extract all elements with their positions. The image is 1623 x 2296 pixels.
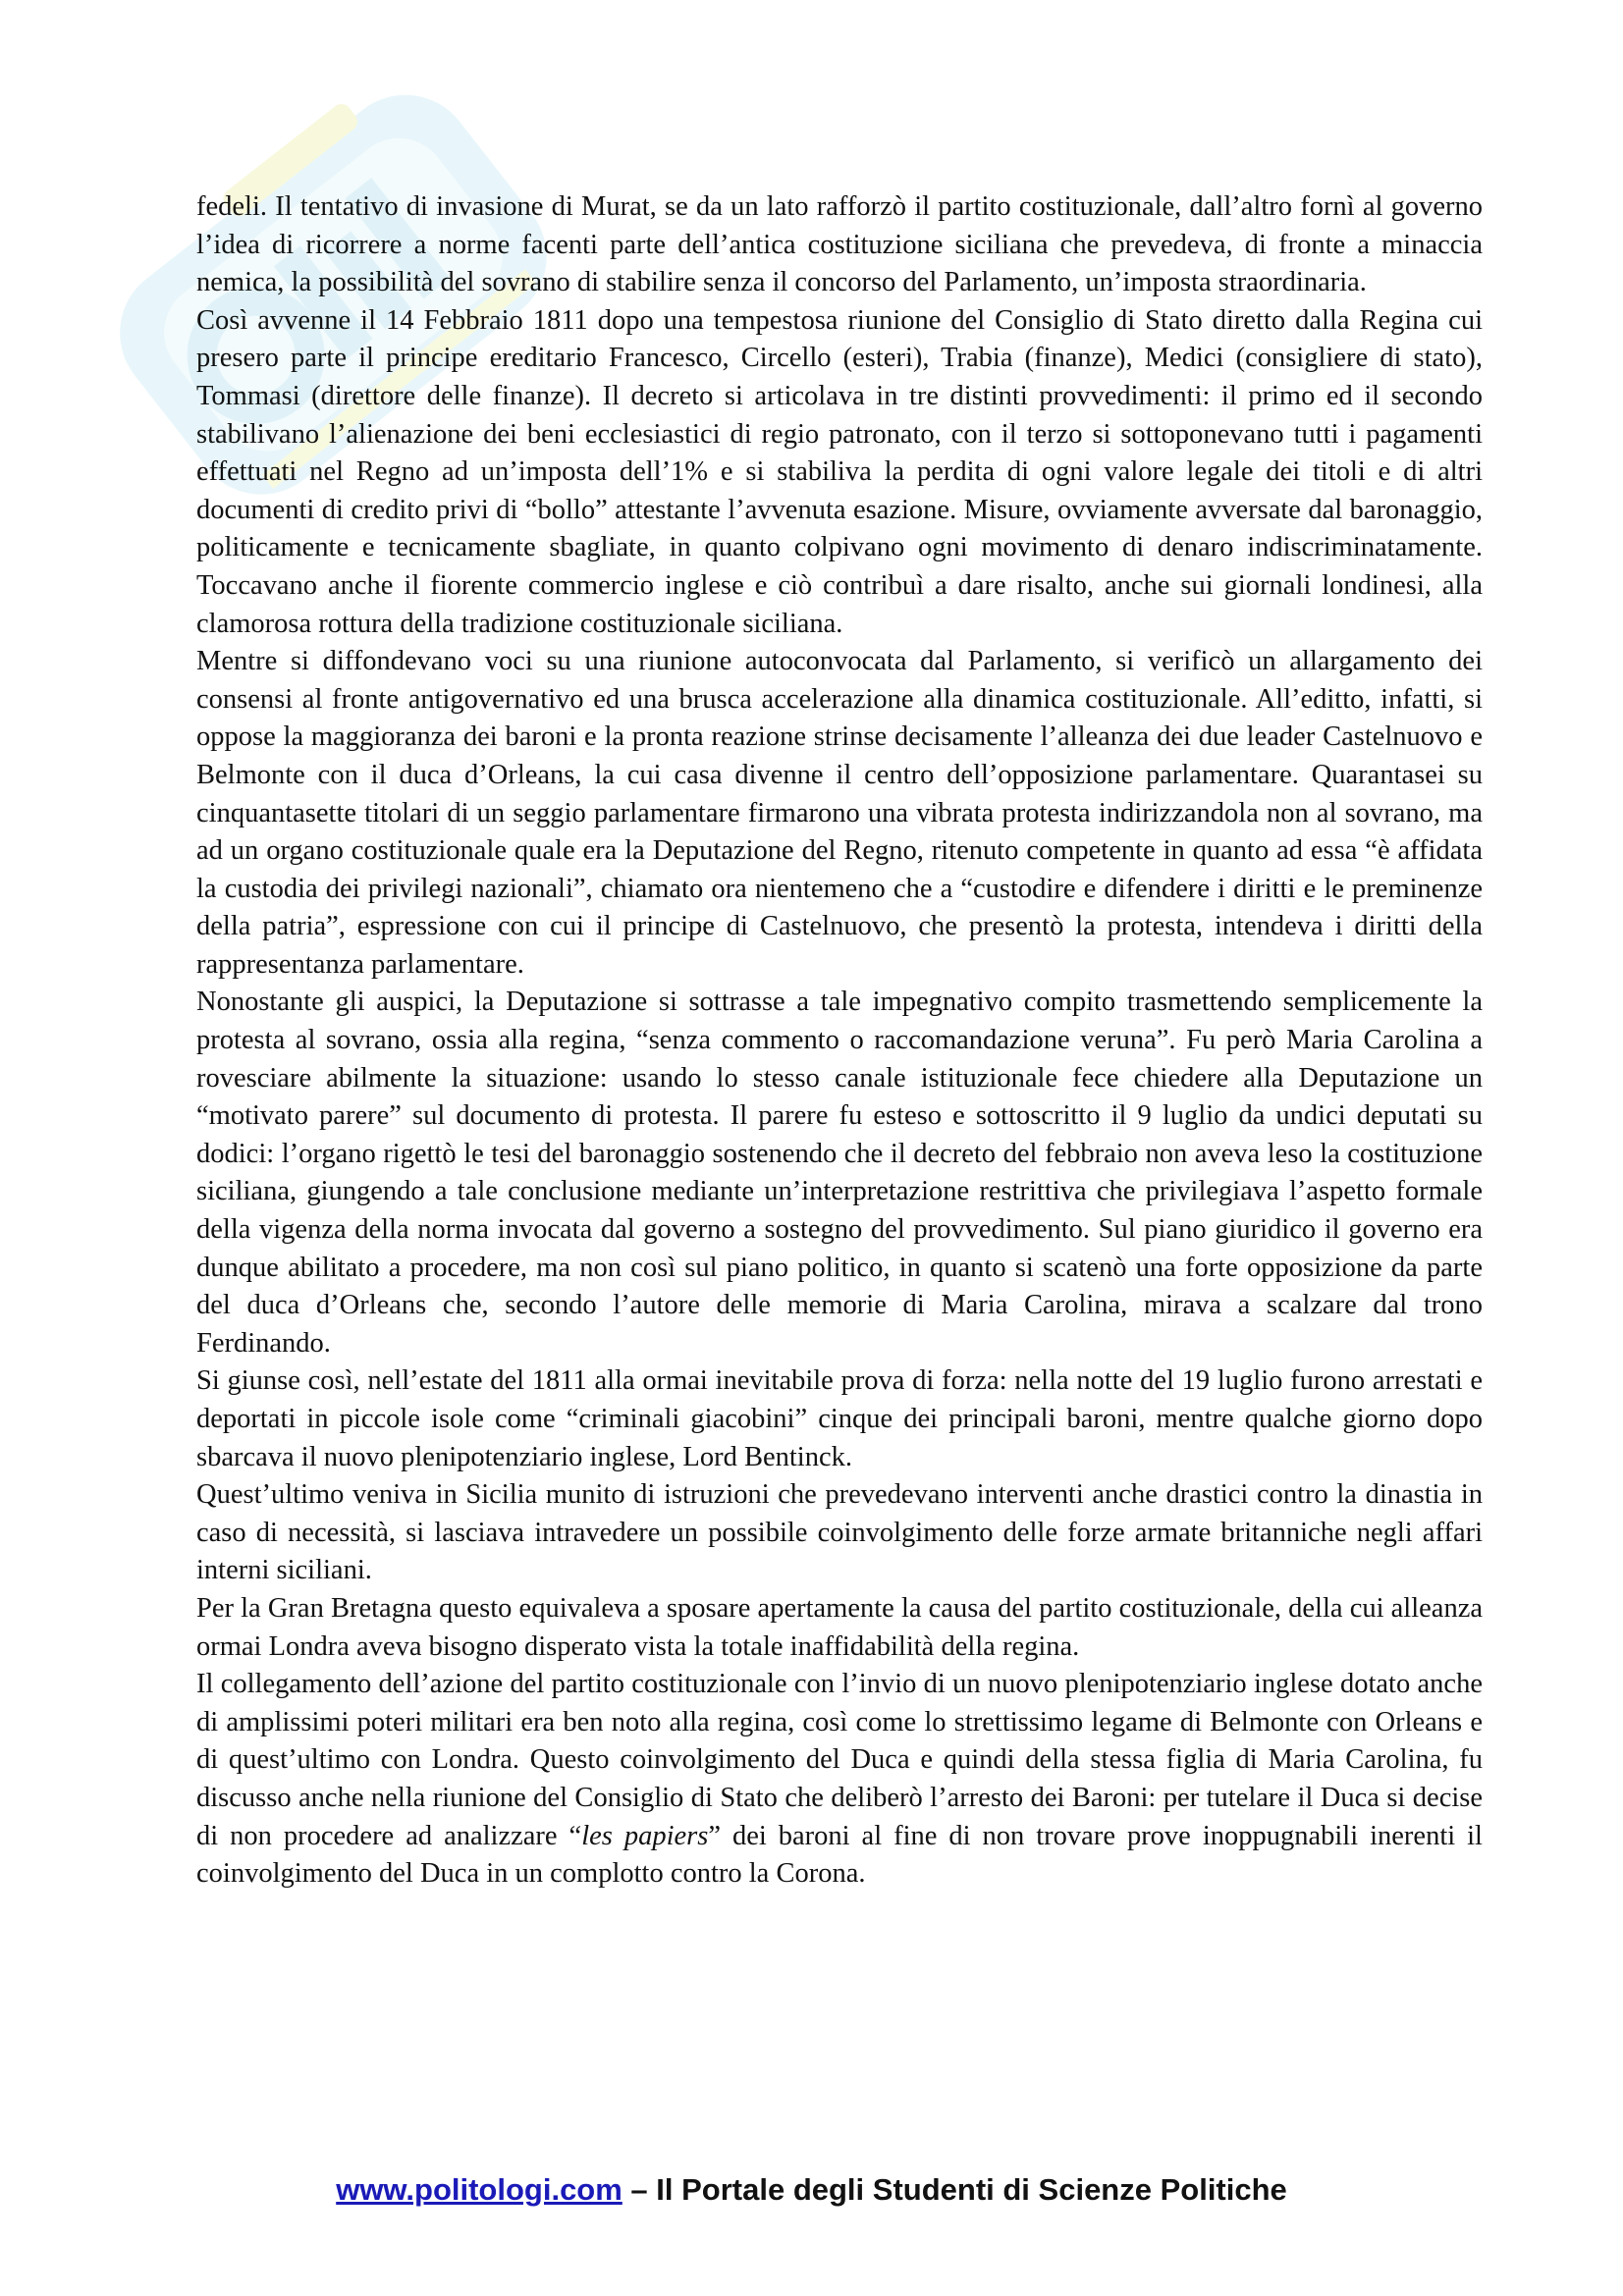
paragraph: Nonostante gli auspici, la Deputazione si sottrasse a tale impegnativo compito trasmettendo semplicemente la protesta al sovrano, ossia alla regina, “senza commento o raccomandazione veruna”. Fu però Maria Carolina a rovesciare abilmente la situazione: usando lo stesso canale istituzionale fece chiedere alla Deputazione un “motivato parere” sul documento di protesta. Il parere fu esteso e sottoscritto il 9 luglio da undici deputati su dodici: l’organo rigettò le tesi del baronaggio sostenendo che il decreto del febbraio non aveva leso la costituzione siciliana, giungendo a tale conclusione mediante un’interpretazione restrittiva che privilegiava l’aspetto formale della vigenza della norma invocata dal governo a sostegno del provvedimento. Sul piano giuridico il governo era dunque abilitato a procedere, ma non così sul piano politico, in quanto si scatenò una forte opposizione da parte del duca d’Orleans che, secondo l’autore delle memorie di Maria Carolina, mirava a scalzare dal trono Ferdinando. (196, 987, 1483, 1359)
italic-phrase: les papiers (581, 1820, 709, 1851)
paragraph-text: Il collegamento dell’azione del partito costituzionale con l’invio di un nuovo plenipotenziario inglese dotato anche di amplissimi poteri militari era ben noto alla regina, così come lo strettissimo legame di Belmonte con Orleans e di quest’ultimo con Londra. Questo coinvolgimento del Duca e quindi della stessa figlia di Maria Carolina, fu discusso anche nella riunione del Consiglio di Stato che deliberò l’arresto dei Baroni: per tutelare il Duca si decise di non procedere ad analizzare “ (196, 1669, 1483, 1851)
page-footer (0, 2172, 1623, 2208)
paragraph-text: ” dei baroni al fine di non trovare prove inoppugnabili inerenti il coinvolgimento del Duca in un complotto contro la Corona. (196, 1820, 1483, 1890)
paragraph: Si giunse così, nell’estate del 1811 alla ormai inevitabile prova di forza: nella notte del 19 luglio furono arrestati e deportati in piccole isole come “criminali giacobini” cinque dei principali baroni, mentre qualche giorno dopo sbarcava il nuovo plenipotenziario inglese, Lord Bentinck. (196, 1365, 1483, 1472)
paragraph: Mentre si diffondevano voci su una riunione autoconvocata dal Parlamento, si verificò un allargamento dei consensi al fronte antigovernativo ed una brusca accelerazione alla dinamica costituzionale. All’editto, infatti, si oppose la maggioranza dei baroni e la pronta reazione strinse decisamente l’alleanza dei due leader Castelnuovo e Belmonte con il duca d’Orleans, la cui casa divenne il centro dell’opposizione parlamentare. Quarantasei su cinquantasette titolari di un seggio parlamentare firmarono una vibrata protesta indirizzandola non al sovrano, ma ad un organo costituzionale quale era la Deputazione del Regno, ritenuto competente in quanto ad essa “è affidata la custodia dei privilegi nazionali”, chiamato ora nientemeno che a “custodire e difendere i diritti e le preminenze della patria”, espressione con cui il principe di Castelnuovo, che presentò la protesta, intendeva i diritti della rappresentanza parlamentare. (196, 646, 1483, 980)
footer-tagline: – Il Portale degli Studenti di Scienze Politiche (622, 2172, 1287, 2207)
document-body (196, 188, 1483, 1894)
paragraph: Quest’ultimo veniva in Sicilia munito di istruzioni che prevedevano interventi anche drastici contro la dinastia in caso di necessità, si lasciava intravedere un possibile coinvolgimento delle forze armate britanniche negli affari interni siciliani. (196, 1479, 1483, 1586)
paragraph: Così avvenne il 14 Febbraio 1811 dopo una tempestosa riunione del Consiglio di Stato diretto dalla Regina cui presero parte il principe ereditario Francesco, Circello (esteri), Trabia (finanze), Medici (consigliere di stato), Tommasi (direttore delle finanze). Il decreto si articolava in tre distinti provvedimenti: il primo ed il secondo stabilivano l’alienazione dei beni ecclesiastici di regio patronato, con il terzo si sottoponevano tutti i pagamenti effettuati nel Regno ad un’imposta dell’1% e si stabiliva la perdita di ogni valore legale dei titoli e di altri documenti di credito privi di “bollo” attestante l’avvenuta esazione. Misure, ovviamente avversate dal baronaggio, politicamente e tecnicamente sbagliate, in quanto colpivano ogni movimento di denaro indiscriminatamente. Toccavano anche il fiorente commercio inglese e ciò contribuì a dare risalto, anche sui giornali londinesi, alla clamorosa rottura della tradizione costituzionale siciliana. (196, 304, 1483, 639)
paragraph: Per la Gran Bretagna questo equivaleva a sposare apertamente la causa del partito costituzionale, della cui alleanza ormai Londra aveva bisogno disperato vista la totale inaffidabilità della regina. (196, 1592, 1483, 1662)
paragraph: fedeli. Il tentativo di invasione di Murat, se da un lato rafforzò il partito costituzionale, dall’altro fornì al governo l’idea di ricorrere a norme facenti parte dell’antica costituzione siciliana che prevedeva, di fronte a minaccia nemica, la possibilità del sovrano di stabilire senza il concorso del Parlamento, un’imposta straordinaria. (196, 191, 1483, 298)
site-link[interactable]: www.politologi.com (336, 2172, 622, 2207)
paragraph-last (196, 1666, 1483, 1894)
